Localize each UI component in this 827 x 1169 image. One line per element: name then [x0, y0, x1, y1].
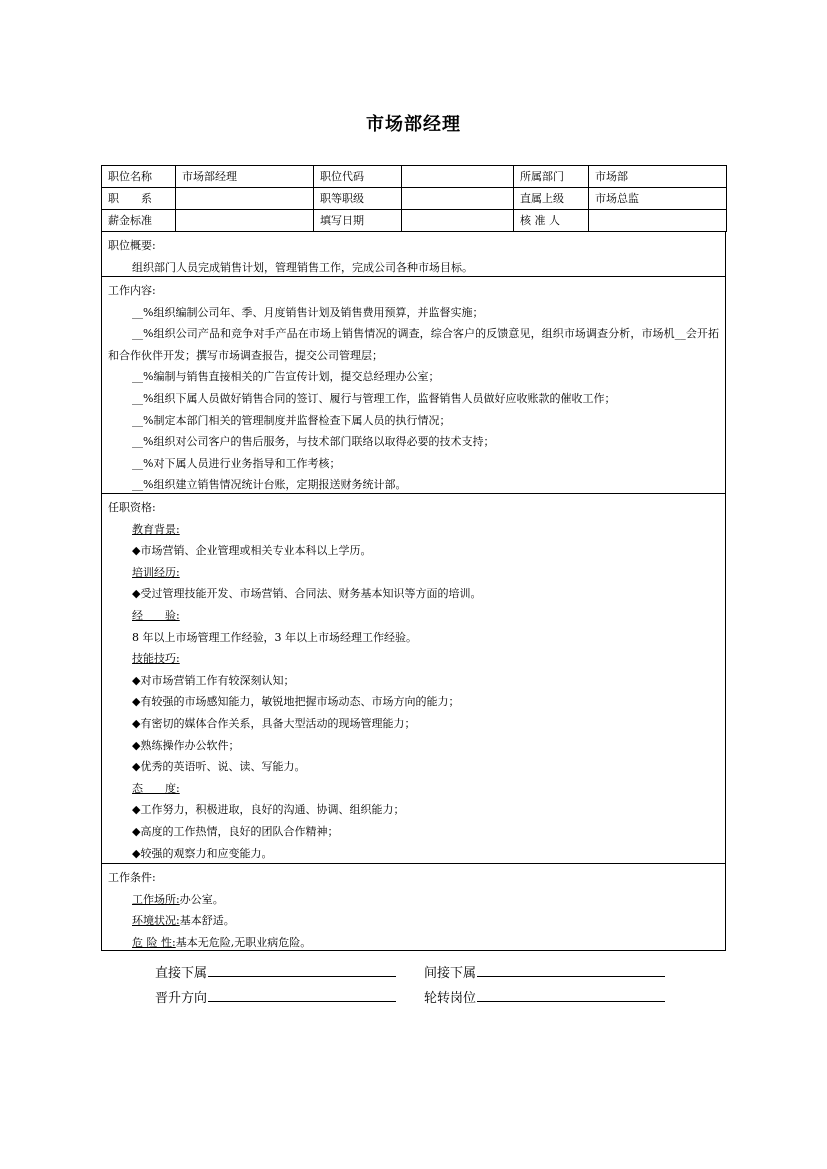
qualifications-heading: 任职资格: [108, 501, 156, 514]
rotation-label: 轮转岗位 [424, 991, 477, 1006]
info-row [102, 166, 727, 188]
label-position-code: 职位代码 [314, 166, 402, 188]
skill-item: ◆对市场营销工作有较深刻认知； [132, 673, 295, 687]
duties-heading: 工作内容: [108, 284, 156, 297]
label-position-name: 职位名称 [102, 166, 176, 188]
duty-item-wrap [108, 323, 719, 366]
attitude-label: 态 度: [132, 781, 180, 795]
duty-item: __%组织下属人员做好销售合同的签订、履行与管理工作，监督销售人员做好应收账款的催收工作； [132, 391, 616, 405]
value-supervisor: 市场总监 [589, 188, 727, 210]
label-grade: 职等职级 [314, 188, 402, 210]
indirect-subordinate-label: 间接下属 [424, 966, 477, 981]
duty-item: __%制定本部门相关的管理制度并监督检查下属人员的执行情况； [132, 413, 451, 427]
label-salary: 薪金标准 [102, 210, 176, 232]
label-fill-date: 填写日期 [314, 210, 402, 232]
indirect-subordinate-line[interactable] [477, 962, 665, 977]
value-department: 市场部 [589, 166, 727, 188]
duty-item: __%编制与销售直接相关的广告宣传计划，提交总经理办公室； [132, 370, 440, 384]
duty-item: __%组织对公司客户的售后服务，与技术部门联络以取得必要的技术支持； [132, 435, 495, 449]
value-job-family [176, 188, 314, 210]
duty-item: __%组织建立销售情况统计台账，定期报送财务统计部。 [132, 478, 407, 492]
training-label: 培训经历: [132, 565, 180, 579]
info-row [102, 188, 727, 210]
duty-item: __%组织公司产品和竞争对手产品在市场上销售情况的调查，综合客户的反馈意见，组织市场调查分析，市场机__会开拓和合作伙伴开发；撰写市场调查报告，提交公司管理层； [108, 327, 719, 362]
page-title: 市场部经理 [366, 114, 461, 135]
value-position-code [402, 166, 514, 188]
promotion-line[interactable] [208, 987, 396, 1002]
label-department: 所属部门 [514, 166, 589, 188]
label-approver: 核 准 人 [514, 210, 589, 232]
skill-item: ◆优秀的英语听、说、读、写能力。 [132, 760, 306, 774]
experience-label: 经 验: [132, 608, 180, 622]
label-supervisor: 直属上级 [514, 188, 589, 210]
experience-text: 8 年以上市场管理工作经验，3 年以上市场经理工作经验。 [132, 630, 417, 644]
qualifications-section [101, 494, 726, 864]
duties-section [101, 277, 726, 494]
promotion-field [155, 987, 396, 1006]
rotation-line[interactable] [477, 987, 665, 1002]
rotation-field [424, 987, 665, 1006]
skill-item: ◆有密切的媒体合作关系，具备大型活动的现场管理能力； [132, 716, 416, 730]
place-value: 办公室。 [179, 892, 224, 906]
label-job-family: 职 系 [102, 188, 176, 210]
skill-item: ◆有较强的市场感知能力，敏锐地把握市场动态、市场方向的能力； [132, 695, 460, 709]
conditions-section [101, 864, 726, 951]
conditions-heading: 工作条件: [108, 871, 156, 884]
info-table [101, 165, 727, 232]
summary-section [101, 232, 726, 277]
attitude-item: ◆高度的工作热情，良好的团队合作精神； [132, 824, 339, 838]
attitude-item: ◆较强的观察力和应变能力。 [132, 846, 273, 860]
env-value: 基本舒适。 [179, 914, 235, 928]
place-label: 工作场所: [132, 892, 180, 906]
duty-item: __%对下属人员进行业务指导和工作考核； [132, 456, 341, 470]
value-grade [402, 188, 514, 210]
value-fill-date [402, 210, 514, 232]
value-position-name: 市场部经理 [176, 166, 314, 188]
promotion-label: 晋升方向 [155, 991, 208, 1006]
risk-value: 基本无危险,无职业病危险。 [175, 935, 312, 949]
value-approver [589, 210, 727, 232]
env-label: 环境状况: [132, 914, 180, 928]
training-text: ◆受过管理技能开发、市场营销、合同法、财务基本知识等方面的培训。 [132, 587, 482, 601]
education-label: 教育背景: [132, 522, 180, 536]
indirect-subordinate-field [424, 962, 665, 981]
value-salary [176, 210, 314, 232]
education-text: ◆市场营销、企业管理或相关专业本科以上学历。 [132, 544, 372, 558]
direct-subordinate-line[interactable] [208, 962, 396, 977]
risk-label: 危 险 性: [132, 935, 176, 949]
attitude-item: ◆工作努力，积极进取，良好的沟通、协调、组织能力； [132, 803, 405, 817]
skills-label: 技能技巧: [132, 652, 180, 666]
direct-subordinate-field [155, 962, 396, 981]
duty-item: __%组织编制公司年、季、月度销售计划及销售费用预算，并监督实施； [132, 305, 484, 319]
summary-heading: 职位概要: [108, 239, 156, 252]
skill-item: ◆熟练操作办公软件； [132, 738, 240, 752]
info-row [102, 210, 727, 232]
summary-text: 组织部门人员完成销售计划，管理销售工作，完成公司各种市场目标。 [132, 260, 473, 274]
direct-subordinate-label: 直接下属 [155, 966, 208, 981]
